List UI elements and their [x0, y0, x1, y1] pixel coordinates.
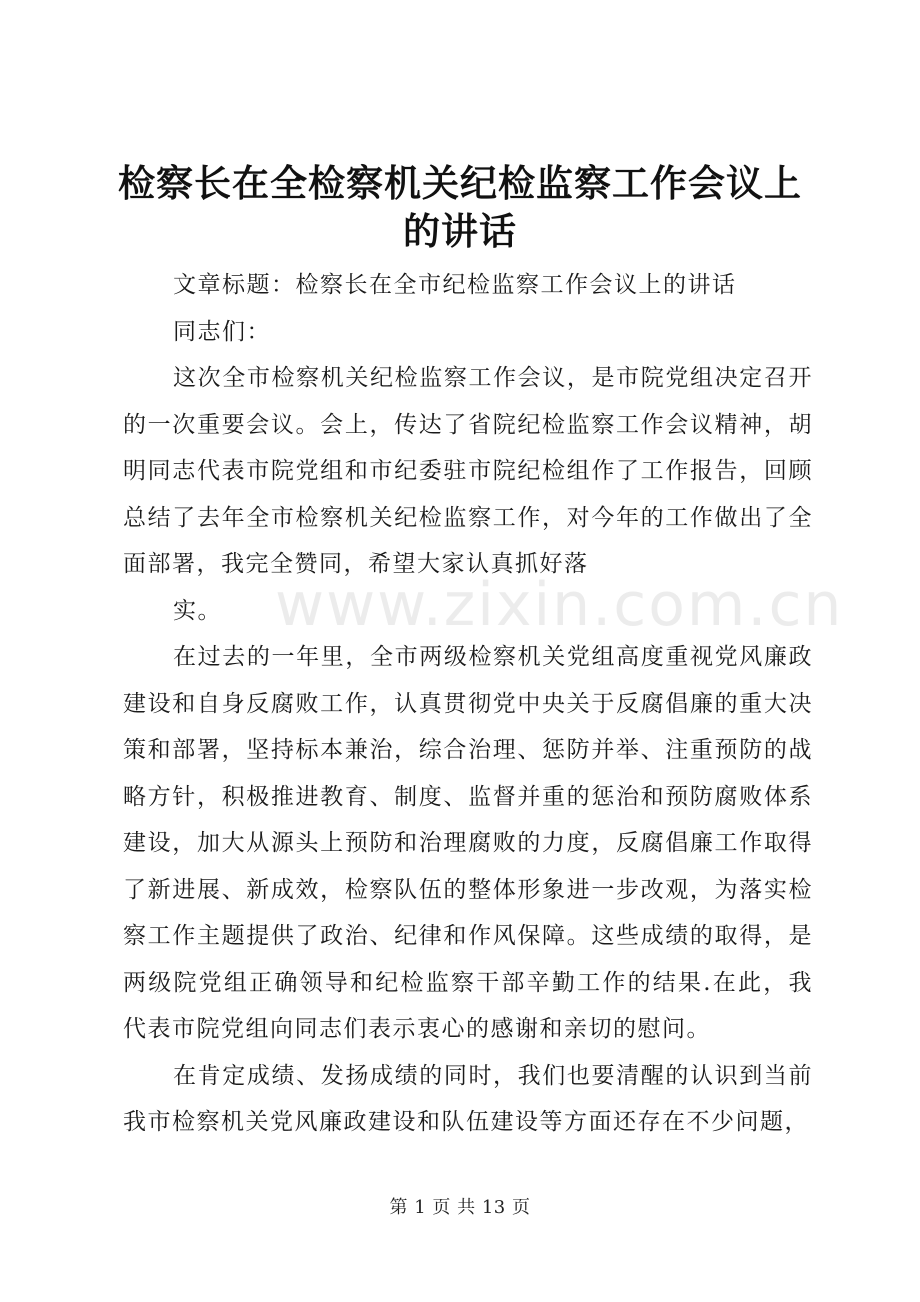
- paragraph-salutation: 同志们：: [173, 318, 271, 345]
- paragraph-meeting-intro: 这次全市检察机关纪检监察工作会议，是市院党组决定召开的一次重要会议。会上，传达了省院纪检监察工作会议精神，胡明同志代表市院党组和市纪委驻市院纪检组作了工作报告，回顾总结了去年全市检察机关纪检监察工作，对今年的工作做出了全面部署，我完全赞同，希望大家认真抓好落: [123, 365, 813, 577]
- paragraph-past-year: 在过去的一年里，全市两级检察机关党组高度重视党风廉政建设和自身反腐败工作，认真贯彻党中央关于反腐倡廉的重大决策和部署，坚持标本兼治，综合治理、惩防并举、注重预防的战略方针，积极推进教育、制度、监督并重的惩治和预防腐败体系建设，加大从源头上预防和治理腐败的力度，反腐倡廉工作取得了新进展、新成效，检察队伍的整体形象进一步改观，为落实检察工作主题提供了政治、纪律和作风保障。这些成绩的取得，是两级院党组正确领导和纪检监察干部辛勤工作的结果.在此，我代表市院党组向同志们表示衷心的感谢和亲切的慰问。: [123, 644, 813, 1042]
- document-title: 检察长在全检察机关纪检监察工作会议上的讲话: [118, 162, 802, 253]
- paragraph-problems: 在肯定成绩、发扬成绩的同时，我们也要清醒的认识到当前我市检察机关党风廉政建设和队伍建设等方面还存在不少问题，: [123, 1062, 813, 1135]
- paragraph-article-title: 文章标题：检察长在全市纪检监察工作会议上的讲话: [173, 272, 737, 298]
- paragraph-continuation: 实。: [173, 597, 222, 624]
- page-footer: 第 1 页 共 13 页: [389, 1197, 531, 1218]
- document-body: [123, 262, 844, 1146]
- watermark: www.zixin.com.cn: [275, 570, 844, 640]
